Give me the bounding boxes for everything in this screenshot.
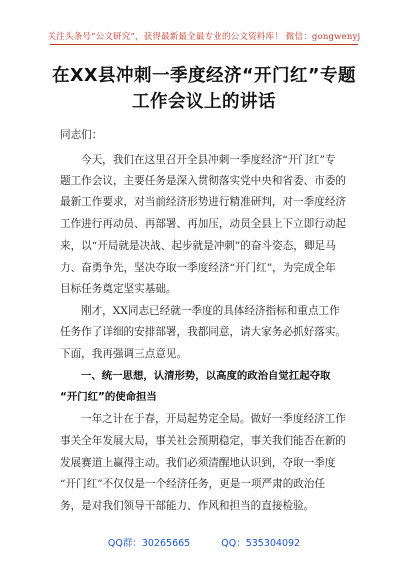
section-heading-line: 一、统一思想，认清形势，以高度的政治自觉扛起夺取 (81, 370, 331, 382)
document-title-line-1: 在XX县冲刺一季度经济“开门红”专题 (52, 66, 356, 86)
paragraph-line: 刚才，XX同志已经就一季度的具体经济指标和重点工作 (81, 305, 340, 317)
paragraph-line: 一年之计在于春，开局起势定全局。做好一季度经济工作 (81, 413, 346, 425)
paragraph-line: 来，以“开局就是决战、起步就是冲刺”的奋斗姿态，卿足马 (60, 240, 336, 252)
paragraph-line: 最新工作要求，对当前经济形势进行精准研判，对一季度经济 (60, 196, 347, 208)
section-heading-line: “开门红”的使命担当 (60, 391, 157, 403)
paragraph-line: 力、奋勇争先，坚决夺取一季度经济“开门红”，为完成全年 (60, 262, 336, 274)
salutation: 同志们： (60, 129, 103, 141)
paragraph-line: 下面，我再强调三点意见。 (60, 348, 188, 360)
footer (0, 535, 408, 549)
paragraph-line: 题工作会议，主要任务是深入贯彻落实党中央和省委、市委的 (60, 175, 347, 187)
paragraph-line: 任务作了详细的安排部署，我都同意，请大家务必抓好落实。 (60, 326, 347, 338)
paragraph-line: 工作进行再动员、再部署、再加压，动员全县上下立即行动起 (60, 218, 347, 230)
paragraph-line: 今天，我们在这里召开全县冲刺一季度经济“开门红”专 (81, 154, 336, 166)
document-title-line-2: 工作会议上的讲话 (132, 92, 276, 112)
paragraph-line: “开门红”不仅仅是一个经济任务，更是一项严肃的政治任 (60, 478, 326, 490)
header-rule (50, 44, 358, 45)
paragraph-line: 目标任务奠定坚实基础。 (60, 283, 177, 295)
footer-qq-group: QQ群：30265665 (107, 538, 191, 549)
paragraph-line: 发展赛道上赢得主动。我们必须清醒地认识到，夺取一季度 (60, 457, 336, 469)
paragraph-line: 务，是对我们领导干部能力、作风和担当的直接检验。 (60, 500, 315, 512)
paragraph-line: 事关全年发展大局，事关社会预期稳定，事关我们能否在新的 (60, 435, 347, 447)
footer-qq: QQ：535304092 (221, 538, 301, 549)
header-banner: 关注头条号“公文研究”，获得最新最全最专业的公文资料库！ 微信：gongwenyj (47, 32, 361, 42)
